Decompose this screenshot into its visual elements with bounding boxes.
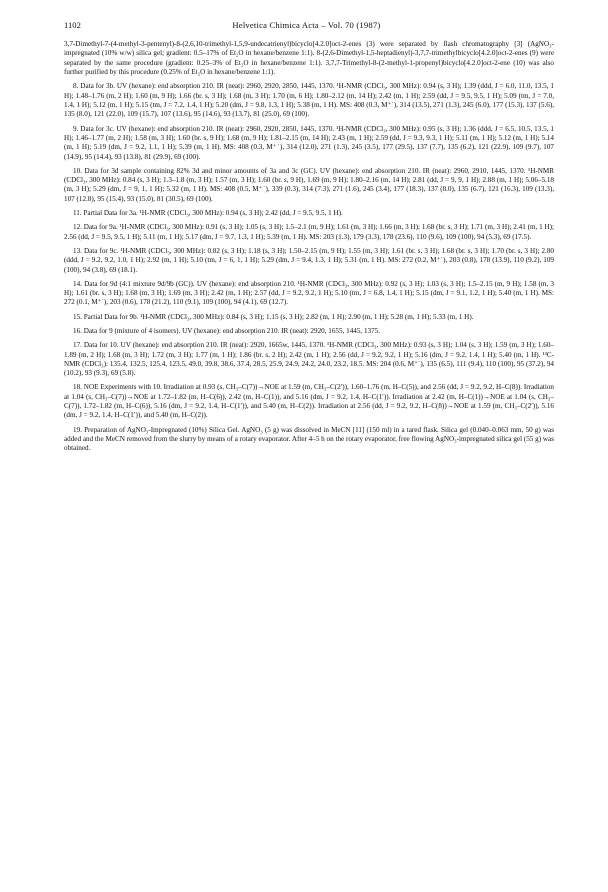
- paragraph-data-3c: 9. Data for 3c. UV (hexane): end absorption 210. IR (neat): 2960, 2920, 2850, 1445, 1370. ¹H-NMR (CDCl₃, 300 MHz): 0.95 (s, 3 H); 1.36 (ddd, J = 6.5, 10.5, 13.5, 1 H); 1.46–1.77 (m, 2 H); 1.58 (m, 3 H); 1.60 (br. s, 9 H); 1.68 (m, 9 H); 1.81–2.15 (m, 14 H); 2.43 (m, 1 H); 2.59 (dd, J = 9.3, 9.3, 1 H); 5.11 (m, 1 H); 5.12 (m, 1 H); 5.14 (m, 1 H); 5.19 (dm, J = 9.2, 1.1, 1 H); 5.39 (m, 1 H). MS: 408 (0.3, M⁺˙), 314 (12.0), 271 (1.3), 245 (3.5), 177 (29.5), 137 (7.7), 135 (6.2), 121 (22.9), 109 (9.7), 107 (14.9), 95 (14.4), 93 (13.8), 81 (29.9), 69 (100).: [64, 124, 554, 161]
- paragraph-data-3b: 8. Data for 3b. UV (hexane): end absorption 210. IR (neat): 2960, 2920, 2850, 1445, 1370. ¹H-NMR (CDCl₃, 300 MHz): 0.94 (s, 3 H); 1.39 (ddd, J = 6.0, 11.0, 13.5, 1 H); 1.48–1.76 (m, 2 H); 1.60 (m, 9 H); 1.66 (br. s, 3 H); 1.68 (m, 3 H); 1.70 (m, 6 H); 1.80–2.12 (m, 14 H); 2.42 (m, 1 H); 2.59 (dd, J = 9.5, 9.5, 1 H); 5.09 (tm, J = 7.0, 1.4, 1 H); 5.12 (m, 1 H); 5.15 (tm, J = 7.2, 1.4, 1 H); 5.20 (dm, J = 9.8, 1.3, 1 H); 5.38 (m, 1 H). MS: 408 (0.3, M⁺˙), 314 (13.5), 271 (1.3), 245 (6.0), 177 (15.3), 137 (5.6), 135 (8.0), 121 (22.0), 109 (15.7), 107 (13.6), 95 (14.6), 93 (13.7), 81 (25.0), 69 (100).: [64, 82, 554, 119]
- experimental-text: [64, 40, 554, 454]
- paragraph-data-9d: 14. Data for 9d (4:1 mixture 9d/9b (GC)). UV (hexane): end absorption 210. ¹H-NMR (CDCl₃, 300 MHz): 0.92 (s, 3 H); 1.03 (s, 3 H); 1.5–2.15 (m, 9 H); 1.58 (m, 3 H); 1.61 (br. s, 3 H); 1.68 (m, 3 H); 1.69 (m, 3 H); 2.42 (m, 1 H); 2.57 (dd, J = 9.2, 9.2, 1 H); 5.10 (tm, J = 6.8, 1.4, 1 H); 5.15 (dm, J = 9.1, 1.2, 1 H); 5.40 (m, 1 H). MS: 272 (0.1, M⁺˙), 203 (0.6), 178 (21.2), 110 (9.1), 109 (100), 94 (4.1), 69 (12.7).: [64, 279, 554, 307]
- running-header: [64, 20, 554, 34]
- paragraph-data-9a: 12. Data for 9a. ¹H-NMR (CDCl₃, 300 MHz): 0.91 (s, 3 H); 1.05 (s, 3 H); 1.5–2.1 (m, 9 H); 1.61 (m, 3 H); 1.66 (m, 3 H); 1.68 (br. s, 3 H); 1.71 (m, 3 H); 2.41 (m, 1 H); 2.56 (dd, J = 9.5, 9.5, 1 H); 5.11 (m, 1 H); 5.17 (dm, J = 9.7, 1.3, 1 H); 5.39 (m, 1 H). MS: 203 (1.3), 179 (3.3), 178 (23.6), 110 (9.6), 109 (100), 94 (5.3), 69 (17.5).: [64, 223, 554, 241]
- paper-page: [64, 20, 554, 459]
- paragraph-agno3-silica-prep: 19. Preparation of AgNO₃-Impregnated (10%) Silica Gel. AgNO₃ (5 g) was dissolved in MeCN [11] (150 ml) in a tared flask. Silica gel (0.040–0.063 mm, 50 g) was added and the MeCN removed from the slurry by means of a rotary evaporator. After 4–5 h on the rotary evaporator, free flowing AgNO₃-impregnated silica gel (55 g) was obtained.: [64, 425, 554, 453]
- paragraph-data-9c: 13. Data for 9c. ¹H-NMR (CDCl₃, 300 MHz): 0.82 (s, 3 H); 1.18 (s, 3 H); 1.50–2.15 (m, 9 H); 1.55 (m, 3 H); 1.61 (br. s, 3 H); 1.68 (br. s, 3 H); 1.70 (br. s, 3 H); 2.80 (ddd, J = 9.2, 9.2, 1.0, 1 H); 2.92 (m, 1 H); 5.10 (tm, J = 6, 1, 1 H); 5.29 (dm, J = 9.4, 1.3, 1 H); 5.31 (m, 1 H). MS: 272 (0.2, M⁺˙), 203 (0.8), 178 (13.9), 110 (9.2), 109 (100), 94 (3.8), 69 (18.1).: [64, 246, 554, 274]
- page-number: 1102: [64, 20, 81, 30]
- paragraph-partial-3a: 11. Partial Data for 3a. ¹H-NMR (CDCl₃, 300 MHz): 0.94 (s, 3 H); 2.42 (dd, J = 9.5, 9.5, 1 H).: [73, 209, 343, 218]
- paragraph-data-10: 17. Data for 10. UV (hexane): end absorption 210. IR (neat): 2920, 1665w, 1445, 1370. ¹H-NMR (CDCl₃, 300 MHz): 0.93 (s, 3 H); 1.04 (s, 3 H); 1.59 (m, 3 H); 1.60–1.89 (m, 2 H); 1.68 (m, 3 H); 1.72 (m, 3 H); 1.77 (m, 1 H); 1.86 (br. s, 2 H); 2.42 (m, 1 H); 2.56 (dd, J = 9.2, 9.2, 1 H); 5.16 (dm, J = 9.2, 1.4, 1 H); 5.40 (m, 1 H). ¹³C-NMR (CDCl₃): 135.4, 132.5, 125.4, 123.5, 49.0, 39.8, 38.6, 37.4, 28.5, 25.9, 24.9, 24.2, 24.0, 23.2, 18.5. MS: 204 (0.6, M⁺˙), 135 (6.5), 111 (9.4), 110 (100), 95 (37.2), 94 (10.2), 93 (9.3), 69 (5.8).: [64, 341, 554, 378]
- paragraph-noe-experiments: 18. NOE Experiments with 10. Irradiation at 0.93 (s, CH₃–C(7))→NOE at 1.59 (m, CH₃–C(2′)), 1.60–1.76 (m, H–C(5)), and 2.56 (dd, J = 9.2, 9.2, H–C(8)). Irradiation at 1.04 (s, CH₃–C(7))→NOE at 1.72–1.82 (m, H–C(6)), 2.42 (m, H–C(1)), and 5.16 (dm, J = 9.2, 1.4, H–C(1′)). Irradiation at 2.42 (m, H–C(1))→NOE at 1.04 (s, CH₃–C(7)), 1.72–1.82 (m, H–C(6)), 5.16 (dm, J = 9.2, 1.4, H–C(1′)), and 5.40 (m, H–C(2)). Irradiation at 2.56 (dd, J = 9.2, 9.2, H–C(8))→NOE at 1.59 (m, CH₃–C(2′)), 5.16 (dm, J = 9.2, 1.4, H–C(1′)), and 5.40 (m, H–C(2)).: [64, 383, 554, 420]
- paragraph-data-9-mixture: 16. Data for 9 (mixture of 4 isomers). UV (hexane): end absorption 210. IR (neat): 2920, 1655, 1445, 1375.: [73, 326, 381, 335]
- journal-title: Helvetica Chimica Acta – Vol. 70 (1987): [232, 20, 381, 30]
- paragraph-partial-9b: 15. Partial Data for 9b. ¹H-NMR (CDCl₃, 300 MHz): 0.84 (s, 3 H); 1.15 (s, 3 H); 2.82 (m, 1 H); 2.90 (m, 1 H); 5.28 (m, 1 H); 5.33 (m, 1 H).: [73, 312, 474, 321]
- paragraph-separation: 3,7-Dimethyl-7-(4-methyl-3-pentenyl)-8-(2,6,10-trimethyl-1,5,9-undecatrienyl)bicyclo[4.2.0]oct-2-enes (3) were separated by flash chromatography [3] (AgNO₃-impregnated (10% w/w) silica gel; gradient: 0.5–17% of Et₂O in hexane/benzene 1:1). 8-(2,6-Dimethyl-1,5-heptadienyl)-3,7,7-trimethylbicyclo[4.2.0]oct-2-enes (9) were separated by the same procedure (gradient: 0.25–3% of Et₂O in hexane/benzene 1:1). 3,7,7-Trimethyl-8-(2-methyl-1-propenyl)bicyclo[4.2.0]oct-2-ene (10) was also further purified by this procedure (0.25% of Et₂O in hexane/benzene 1:1).: [64, 40, 554, 77]
- paragraph-data-3d: 10. Data for 3d sample containing 82% 3d and minor amounts of 3a and 3c (GC). UV (hexane): end absorption 210. IR (neat): 2960, 2910, 1445, 1370. ¹H-NMR (CDCl₃, 300 MHz): 0.84 (s, 3 H); 1.3–1.8 (m, 3 H); 1.57 (m, 3 H); 1.60 (br. s, 9 H), 1.69 (m, 9 H); 1.80–2.16 (m, 14 H); 2.81 (dd, J = 9, 9, 1 H); 2.88 (m, 1 H); 5.06–5.18 (m, 3 H); 5.29 (dm, J = 9, 1, 1 H); 5.32 (m, 1 H). MS: 408 (0.5, M⁺˙), 339 (0.3), 314 (7.3), 271 (1.6), 245 (3.4), 177 (18.3), 137 (8.0), 135 (6.7), 121 (16.3), 109 (13.3), 107 (12.8), 95 (15.4), 93 (15.0), 81 (30.5), 69 (100).: [64, 166, 554, 203]
